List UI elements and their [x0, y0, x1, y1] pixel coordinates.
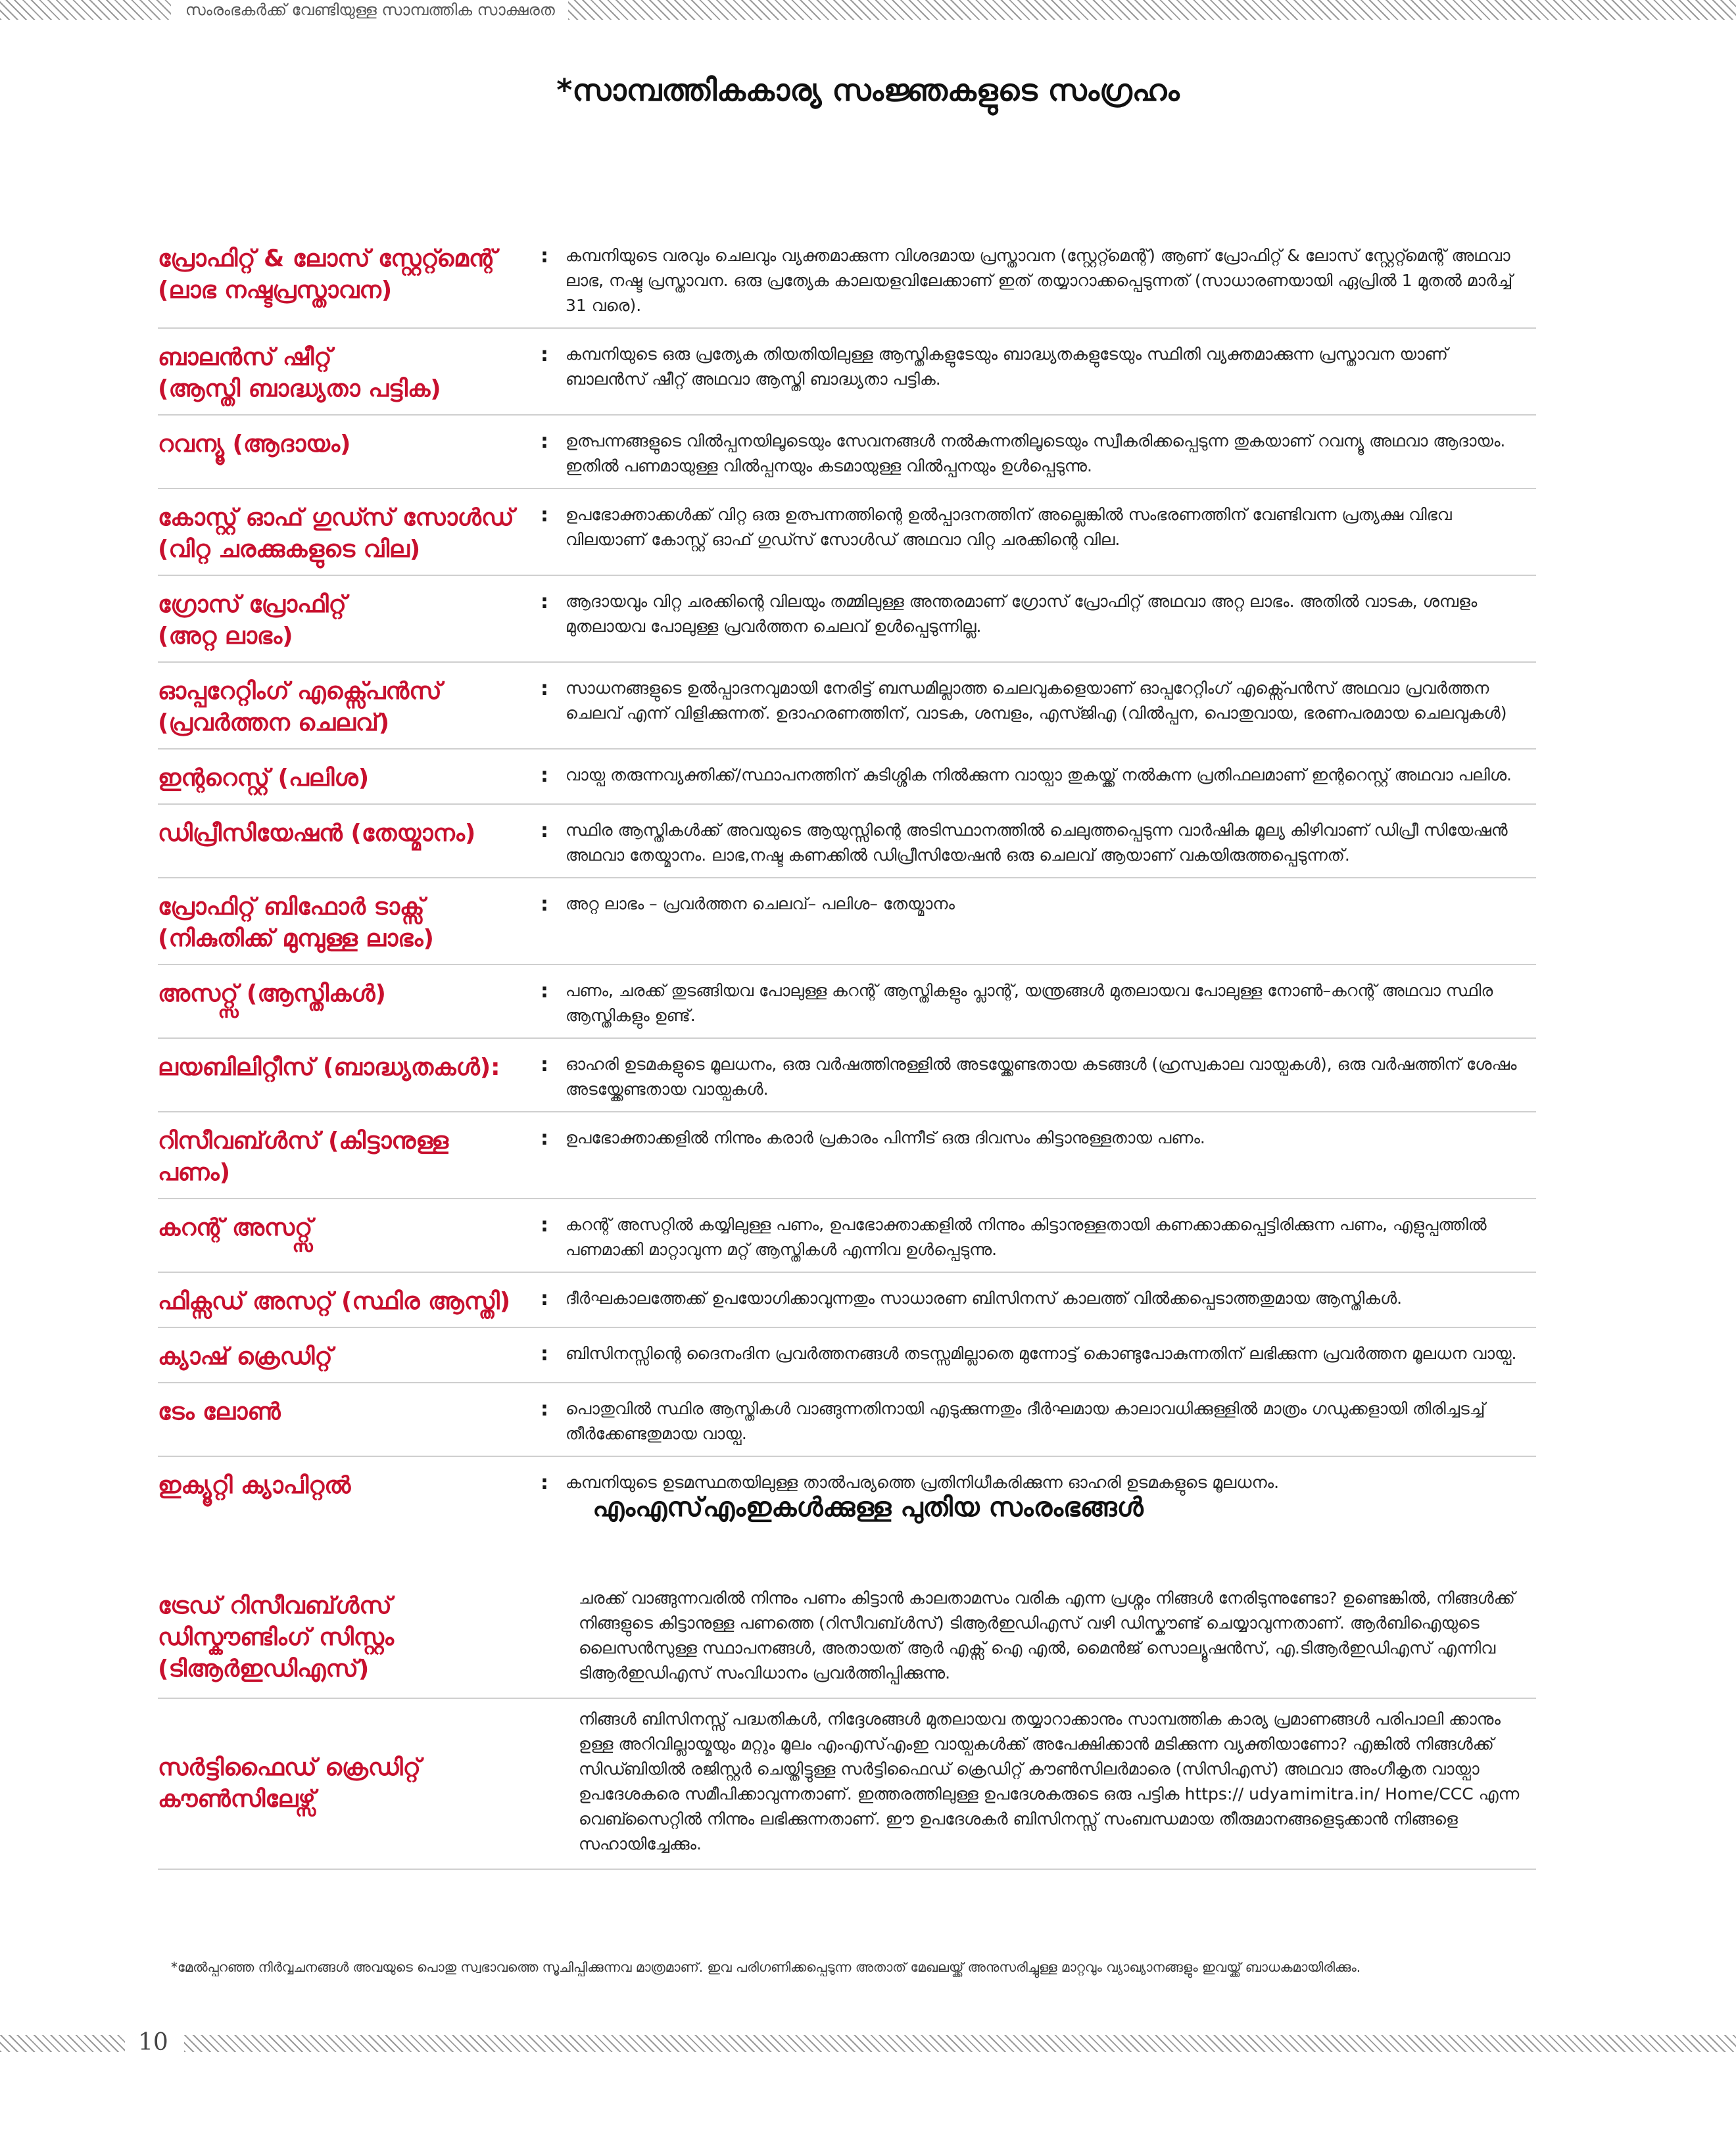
glossary-term — [158, 1126, 526, 1189]
glossary-row — [158, 1199, 1536, 1273]
glossary-colon: : — [541, 1127, 548, 1150]
initiative-description: ചരക്ക് വാങ്ങുന്നവരിൽ നിന്നും പണം കിട്ടാൻ കാലതാമസം വരിക എന്ന പ്രശ്നം നിങ്ങൾ നേരിടുന്നുണ്ടോ? ഉണ്ടെങ്കിൽ, നിങ്ങൾക്ക് നിങ്ങളുടെ കിട്ടാനുള്ള പണത്തെ (റിസീവബ്ൾസ്) ടിആർഇഡിഎസ് വഴി ഡിസ്കൗണ്ട് ചെയ്യാവുന്നതാണ്. ആർബിഐയുടെ ലൈസൻസുള്ള സ്ഥാപനങ്ങൾ, അതായത് ആർ എക്സ് ഐ എൽ, മൈൻജ് സൊല്യൂഷൻസ്, എ.ടിആർഇഡിഎസ് എന്നിവ ടിആർഇഡിഎസ് സംവിധാനം പ്രവർത്തിപ്പിക്കുന്നു. — [579, 1588, 1515, 1682]
glossary-colon: : — [541, 893, 548, 916]
glossary-term — [158, 1212, 526, 1262]
glossary-term-primary: ലയബിലിറ്റീസ് (ബാദ്ധ്യതകൾ): — [158, 1054, 500, 1081]
initiative-name — [158, 1752, 579, 1815]
initiative-name-line: ഡിസ്കൗണ്ടിംഗ് സിസ്റ്റം — [158, 1624, 394, 1651]
section-title: എംഎസ്എംഇകൾക്കുള്ള പുതിയ സംരംഭങ്ങൾ — [592, 1492, 1144, 1523]
glossary-definition: കമ്പനിയുടെ ഉടമസ്ഥതയിലുള്ള താൽപര്യത്തെ പ്രതിനിധീകരിക്കുന്ന ഓഹരി ഉടമകളുടെ മൂലധനം. — [566, 1473, 1280, 1492]
glossary-term-primary: റിസീവബ്ൾസ് (കിട്ടാനുള്ള പണം) — [158, 1128, 449, 1186]
glossary-definition: സ്ഥിര ആസ്തികൾക്ക് അവയുടെ ആയുസ്സിന്റെ അടിസ്ഥാനത്തിൽ ചെലുത്തപ്പെടുന്ന വാർഷിക മൂല്യ കിഴിവാണ് ഡിപ്രീ സിയേഷൻ അഥവാ തേയ്മാനം. ലാഭ,നഷ്ട കണക്കിൽ ഡിപ്രീസിയേഷൻ ഒരു ചെലവ് ആയാണ് വകയിരുത്തപ്പെടുന്നത്. — [566, 821, 1508, 865]
initiative-name-line: ട്രേഡ് റിസീവബ്ൾസ് — [158, 1592, 392, 1619]
initiative-name-line: (ടിആർഇഡിഎസ്) — [158, 1656, 370, 1682]
page-title: *സാമ്പത്തികകാര്യ സംജ്ഞകളുടെ സംഗ്രഹം — [556, 72, 1180, 108]
glossary-term-primary: ഡിപ്രീസിയേഷൻ (തേയ്മാനം) — [158, 820, 476, 847]
glossary-colon: : — [541, 343, 548, 366]
initiative-name-line: സർട്ടിഫൈഡ് ക്രെഡിറ്റ് — [158, 1754, 421, 1781]
glossary-definition: ഉപഭോക്താക്കളിൽ നിന്നും കരാർ പ്രകാരം പിന്നീട് ഒരു ദിവസം കിട്ടാനുള്ളതായ പണം. — [566, 1128, 1205, 1147]
glossary-colon: : — [541, 677, 548, 700]
glossary-term-primary: കറന്റ് അസറ്റ്സ് — [158, 1214, 313, 1241]
glossary-definition: പണം, ചരക്ക് തുടങ്ങിയവ പോലുള്ള കറന്റ് ആസ്തികളും പ്ലാന്റ്, യന്ത്രങ്ങൾ മുതലായവ പോലുള്ള നോൺ–കറന്റ് അഥവാ സ്ഥിര ആസ്തികളും ഉണ്ട്. — [566, 981, 1493, 1025]
glossary-row — [158, 489, 1536, 576]
glossary-colon: : — [541, 1471, 548, 1494]
glossary-definition: ഉപഭോക്താക്കൾക്ക് വിറ്റ ഒരു ഉത്പന്നത്തിന്റെ ഉൽപ്പാദനത്തിന് അല്ലെങ്കിൽ സംഭരണത്തിന് വേണ്ടിവന്ന പ്രത്യക്ഷ വിഭവ വിലയാണ് കോസ്റ്റ് ഓഫ് ഗുഡ്സ് സോൾഡ് അഥവാ വിറ്റ ചരക്കിന്റെ വില. — [566, 505, 1452, 549]
glossary-term — [158, 676, 526, 739]
glossary-term — [158, 1286, 526, 1318]
glossary-term — [158, 1341, 526, 1373]
glossary-definition: പൊതുവിൽ സ്ഥിര ആസ്തികൾ വാങ്ങുന്നതിനായി എടുക്കുന്നതും ദീർഘമായ കാലാവധിക്കുള്ളിൽ മാത്രം ഗഡുക്കളായി തിരിച്ചടച്ച് തീർക്കേണ്ടതുമായ വായ്പ. — [566, 1399, 1485, 1443]
glossary-term — [158, 1052, 526, 1102]
glossary-term-primary: ബാലൻസ് ഷീറ്റ് — [158, 344, 332, 371]
initiative-name — [158, 1590, 579, 1685]
glossary-row — [158, 416, 1536, 489]
glossary-colon: : — [541, 1287, 548, 1310]
glossary-colon: : — [541, 504, 548, 527]
glossary-term-primary: ഗ്രോസ് പ്രോഫിറ്റ് — [158, 591, 347, 618]
glossary-colon: : — [541, 245, 548, 268]
initiative-name-line: കൗൺസിലേഴ്സ് — [158, 1786, 316, 1813]
glossary-term-primary: ഓപ്പറേറ്റിംഗ് എക്സ്പെൻസ് — [158, 678, 442, 705]
glossary-colon: : — [541, 1214, 548, 1237]
page-number: 10 — [138, 2029, 168, 2056]
glossary-term-secondary: (പ്രവർത്തന ചെലവ്) — [158, 709, 390, 736]
footer-hatch-right — [184, 2035, 1736, 2052]
glossary-colon: : — [541, 430, 548, 453]
initiative-description: നിങ്ങൾ ബിസിനസ്സ് പദ്ധതികൾ, നിദ്ദേശങ്ങൾ മുതലായവ തയ്യാറാക്കാനും സാമ്പത്തിക കാര്യ പ്രമാണങ്ങൾ പരിപാലി ക്കാനും ഉള്ള അറിവില്ലായ്മയും മറ്റും മൂലം എംഎസ്എംഇ വായ്പകൾക്ക് അപേക്ഷിക്കാൻ മടിക്കുന്ന വ്യക്തിയാണോ? എങ്കിൽ നിങ്ങൾക്ക് സിഡ്ബിയിൽ രജിസ്റ്റർ ചെയ്തിട്ടുള്ള സർട്ടിഫൈഡ് ക്രെഡിറ്റ് കൗൺസിലർമാരെ (സിസിഎസ്) അഥവാ അംഗീകൃത വായ്പാ ഉപദേശകരെ സമീപിക്കാവുന്നതാണ്. ഇത്തരത്തിലുള്ള ഉപദേശകരുടെ ഒരു പട്ടിക https:// udyamimitra.in/ Home/CCC എന്ന വെബ്സൈറ്റിൽ നിന്നും ലഭിക്കുന്നതാണ്. ഈ ഉപദേശകർ ബിസിനസ്സ് സംബന്ധമായ തീരുമാനങ്ങളെടുക്കാൻ നിങ്ങളെ സഹായിച്ചേക്കും. — [579, 1709, 1520, 1853]
glossary-row — [158, 230, 1536, 329]
glossary-definition: കമ്പനിയുടെ ഒരു പ്രത്യേക തിയതിയിലുള്ള ആസ്തികളുടേയും ബാദ്ധ്യതകളുടേയും സ്ഥിതി വ്യക്തമാക്കുന്ന പ്രസ്താവന യാണ് ബാലൻസ് ഷീറ്റ് അഥവാ ആസ്തി ബാദ്ധ്യതാ പട്ടിക. — [566, 345, 1448, 389]
glossary-term-primary: ഇന്ററെസ്റ്റ് (പലിശ) — [158, 765, 370, 792]
running-header: സംരംഭകർക്ക് വേണ്ടിയുള്ള സാമ്പത്തിക സാക്ഷരത — [185, 1, 555, 19]
glossary-term — [158, 1396, 526, 1446]
glossary-row — [158, 750, 1536, 805]
glossary-row — [158, 805, 1536, 878]
glossary-term-secondary: (അറ്റ ലാഭം) — [158, 623, 293, 650]
glossary-row — [158, 1112, 1536, 1199]
glossary-term-primary: പ്രോഫിറ്റ് ബിഫോർ ടാക്സ് — [158, 893, 425, 920]
glossary-term-primary: ക്യാഷ് ക്രെഡിറ്റ് — [158, 1343, 333, 1370]
glossary-definition: ആദായവും വിറ്റ ചരക്കിന്റെ വിലയും തമ്മിലുള്ള അന്തരമാണ് ഗ്രോസ് പ്രോഫിറ്റ് അഥവാ അറ്റ ലാഭം. അതിൽ വാടക, ശമ്പളം മുതലായവ പോലുള്ള പ്രവർത്തന ചെലവ് ഉൾപ്പെടുന്നില്ല. — [566, 592, 1478, 636]
glossary-row — [158, 1273, 1536, 1328]
glossary-term-secondary: (നികുതിക്ക് മുമ്പുള്ള ലാഭം) — [158, 925, 434, 952]
glossary-term-primary: റവന്യൂ (ആദായം) — [158, 431, 351, 458]
glossary-term — [158, 342, 526, 405]
glossary-term-primary: കോസ്റ്റ് ഓഫ് ഗുഡ്സ് സോൾഡ് — [158, 504, 514, 531]
glossary-term-secondary: (ആസ്തി ബാദ്ധ്യതാ പട്ടിക) — [158, 375, 441, 402]
glossary-colon: : — [541, 1398, 548, 1421]
glossary-term — [158, 763, 526, 794]
initiative-row — [158, 1578, 1536, 1699]
glossary-colon: : — [541, 1053, 548, 1076]
footnote: *മേൽപ്പറഞ്ഞ നിർവ്വചനങ്ങൾ അവയുടെ പൊതു സ്വഭാവത്തെ സൂചിപ്പിക്കുന്നവ മാത്രമാണ്. ഇവ പരിഗണിക്കപ്പെടുന്ന അതാത് മേഖലയ്ക്ക് അനുസരിച്ചുള്ള മാറ്റവും വ്യാഖ്യാനങ്ങളും ഇവയ്ക്ക് ബാധകമായിരിക്കും. — [171, 1959, 1361, 1975]
glossary-definition: വായ്പ തരുന്നവ്യക്തിക്ക്/സ്ഥാപനത്തിന് കുടിശ്ശിക നിൽക്കുന്ന വായ്പാ തുകയ്ക്ക് നൽകുന്ന പ്രതിഫലമാണ് ഇന്ററെസ്റ്റ് അഥവാ പലിശ. — [566, 765, 1512, 784]
glossary-colon: : — [541, 980, 548, 1003]
glossary-row — [158, 1039, 1536, 1112]
initiative-row — [158, 1699, 1536, 1870]
glossary-definition: കറന്റ് അസറ്റിൽ കയ്യിലുള്ള പണം, ഉപഭോക്താക്കളിൽ നിന്നും കിട്ടാനുള്ളതായി കണക്കാക്കപ്പെട്ടിരിക്കുന്ന പണം, എളുപ്പത്തിൽ പണമാക്കി മാറ്റാവുന്ന മറ്റ് ആസ്തികൾ എന്നിവ ഉൾപ്പെടുന്നു. — [566, 1215, 1487, 1259]
glossary-term-secondary: (ലാഭ നഷ്ടപ്രസ്താവന) — [158, 277, 393, 304]
glossary-term-secondary: (വിറ്റ ചരക്കുകളുടെ വില) — [158, 536, 421, 563]
glossary-term — [158, 978, 526, 1028]
glossary-definition: അറ്റ ലാഭം – പ്രവർത്തന ചെലവ്– പലിശ– തേയ്മാനം — [566, 894, 955, 913]
header-hatch-right — [568, 0, 1736, 20]
glossary-term — [158, 818, 526, 868]
glossary-row — [158, 329, 1536, 416]
glossary-term — [158, 589, 526, 652]
glossary-table — [158, 230, 1536, 1511]
glossary-definition: ഉത്പന്നങ്ങളുടെ വിൽപ്പനയിലൂടെയും സേവനങ്ങൾ നൽകുന്നതിലൂടെയും സ്വീകരിക്കപ്പെടുന്ന തുകയാണ് റവന്യൂ അഥവാ ആദായം. ഇതിൽ പണമായുള്ള വിൽപ്പനയും കടമായുള്ള വിൽപ്പനയും ഉൾപ്പെടുന്നു. — [566, 431, 1506, 475]
glossary-term — [158, 892, 526, 955]
glossary-colon: : — [541, 764, 548, 787]
glossary-colon: : — [541, 1343, 548, 1366]
glossary-colon: : — [541, 819, 548, 842]
glossary-row — [158, 878, 1536, 965]
glossary-definition: കമ്പനിയുടെ വരവും ചെലവും വ്യക്തമാക്കുന്ന വിശദമായ പ്രസ്താവന (സ്റ്റേറ്റ്മെന്റ്) ആണ് പ്രോഫിറ്റ് & ലോസ് സ്റ്റേറ്റ്മെന്റ് അഥവാ ലാഭ, നഷ്ട പ്രസ്താവന. ഒരു പ്രത്യേക കാലയളവിലേക്കാണ് ഇത് തയ്യാറാക്കപ്പെടുന്നത് (സാധാരണയായി ഏപ്രിൽ 1 മുതൽ മാർച്ച് 31 വരെ). — [566, 246, 1513, 315]
glossary-term-primary: ടേം ലോൺ — [158, 1398, 281, 1425]
glossary-term-primary: ഫിക്സഡ് അസറ്റ് (സ്ഥിര ആസ്തി) — [158, 1288, 511, 1315]
glossary-term — [158, 243, 526, 318]
glossary-row — [158, 1328, 1536, 1383]
glossary-row — [158, 576, 1536, 663]
glossary-row — [158, 965, 1536, 1039]
initiatives-table — [158, 1578, 1536, 1870]
glossary-term — [158, 502, 526, 565]
glossary-colon: : — [541, 590, 548, 613]
glossary-term-primary: ഇക്യൂറ്റി ക്യാപിറ്റൽ — [158, 1472, 351, 1499]
glossary-row — [158, 1383, 1536, 1457]
glossary-definition: ദീർഘകാലത്തേക്ക് ഉപയോഗിക്കാവുന്നതും സാധാരണ ബിസിനസ് കാലത്ത് വിൽക്കപ്പെടാത്തതുമായ ആസ്തികൾ. — [566, 1289, 1403, 1308]
glossary-definition: ഓഹരി ഉടമകളുടെ മൂലധനം, ഒരു വർഷത്തിനുള്ളിൽ അടയ്ക്കേണ്ടതായ കടങ്ങൾ (ഹ്രസ്വകാല വായ്പകൾ), ഒരു വർഷത്തിന് ശേഷം അടയ്ക്കേണ്ടതായ വായ്പകൾ. — [566, 1055, 1517, 1099]
glossary-row — [158, 663, 1536, 750]
glossary-definition: ബിസിനസ്സിന്റെ ദൈനംദിന പ്രവർത്തനങ്ങൾ തടസ്സമില്ലാതെ മുന്നോട്ട് കൊണ്ടുപോകുന്നതിന് ലഭിക്കുന്ന പ്രവർത്തന മൂലധന വായ്പ. — [566, 1344, 1517, 1363]
glossary-definition: സാധനങ്ങളുടെ ഉൽപ്പാദനവുമായി നേരിട്ട് ബന്ധമില്ലാത്ത ചെലവുകളെയാണ് ഓപ്പറേറ്റിംഗ് എക്സ്പെൻസ് അഥവാ പ്രവർത്തന ചെലവ് എന്ന് വിളിക്കുന്നത്. ഉദാഹരണത്തിന്, വാടക, ശമ്പളം, എസ്ജിഎ (വിൽപ്പന, പൊതുവായ, ഭരണപരമായ ചെലവുകൾ) — [566, 679, 1507, 723]
glossary-term-primary: പ്രോഫിറ്റ് & ലോസ് സ്റ്റേറ്റ്മെന്റ് — [158, 245, 497, 272]
glossary-term — [158, 429, 526, 479]
footer-hatch-left — [0, 2035, 125, 2052]
header-hatch-left — [0, 0, 171, 20]
glossary-term-primary: അസറ്റ്സ് (ആസ്തികൾ) — [158, 980, 387, 1007]
